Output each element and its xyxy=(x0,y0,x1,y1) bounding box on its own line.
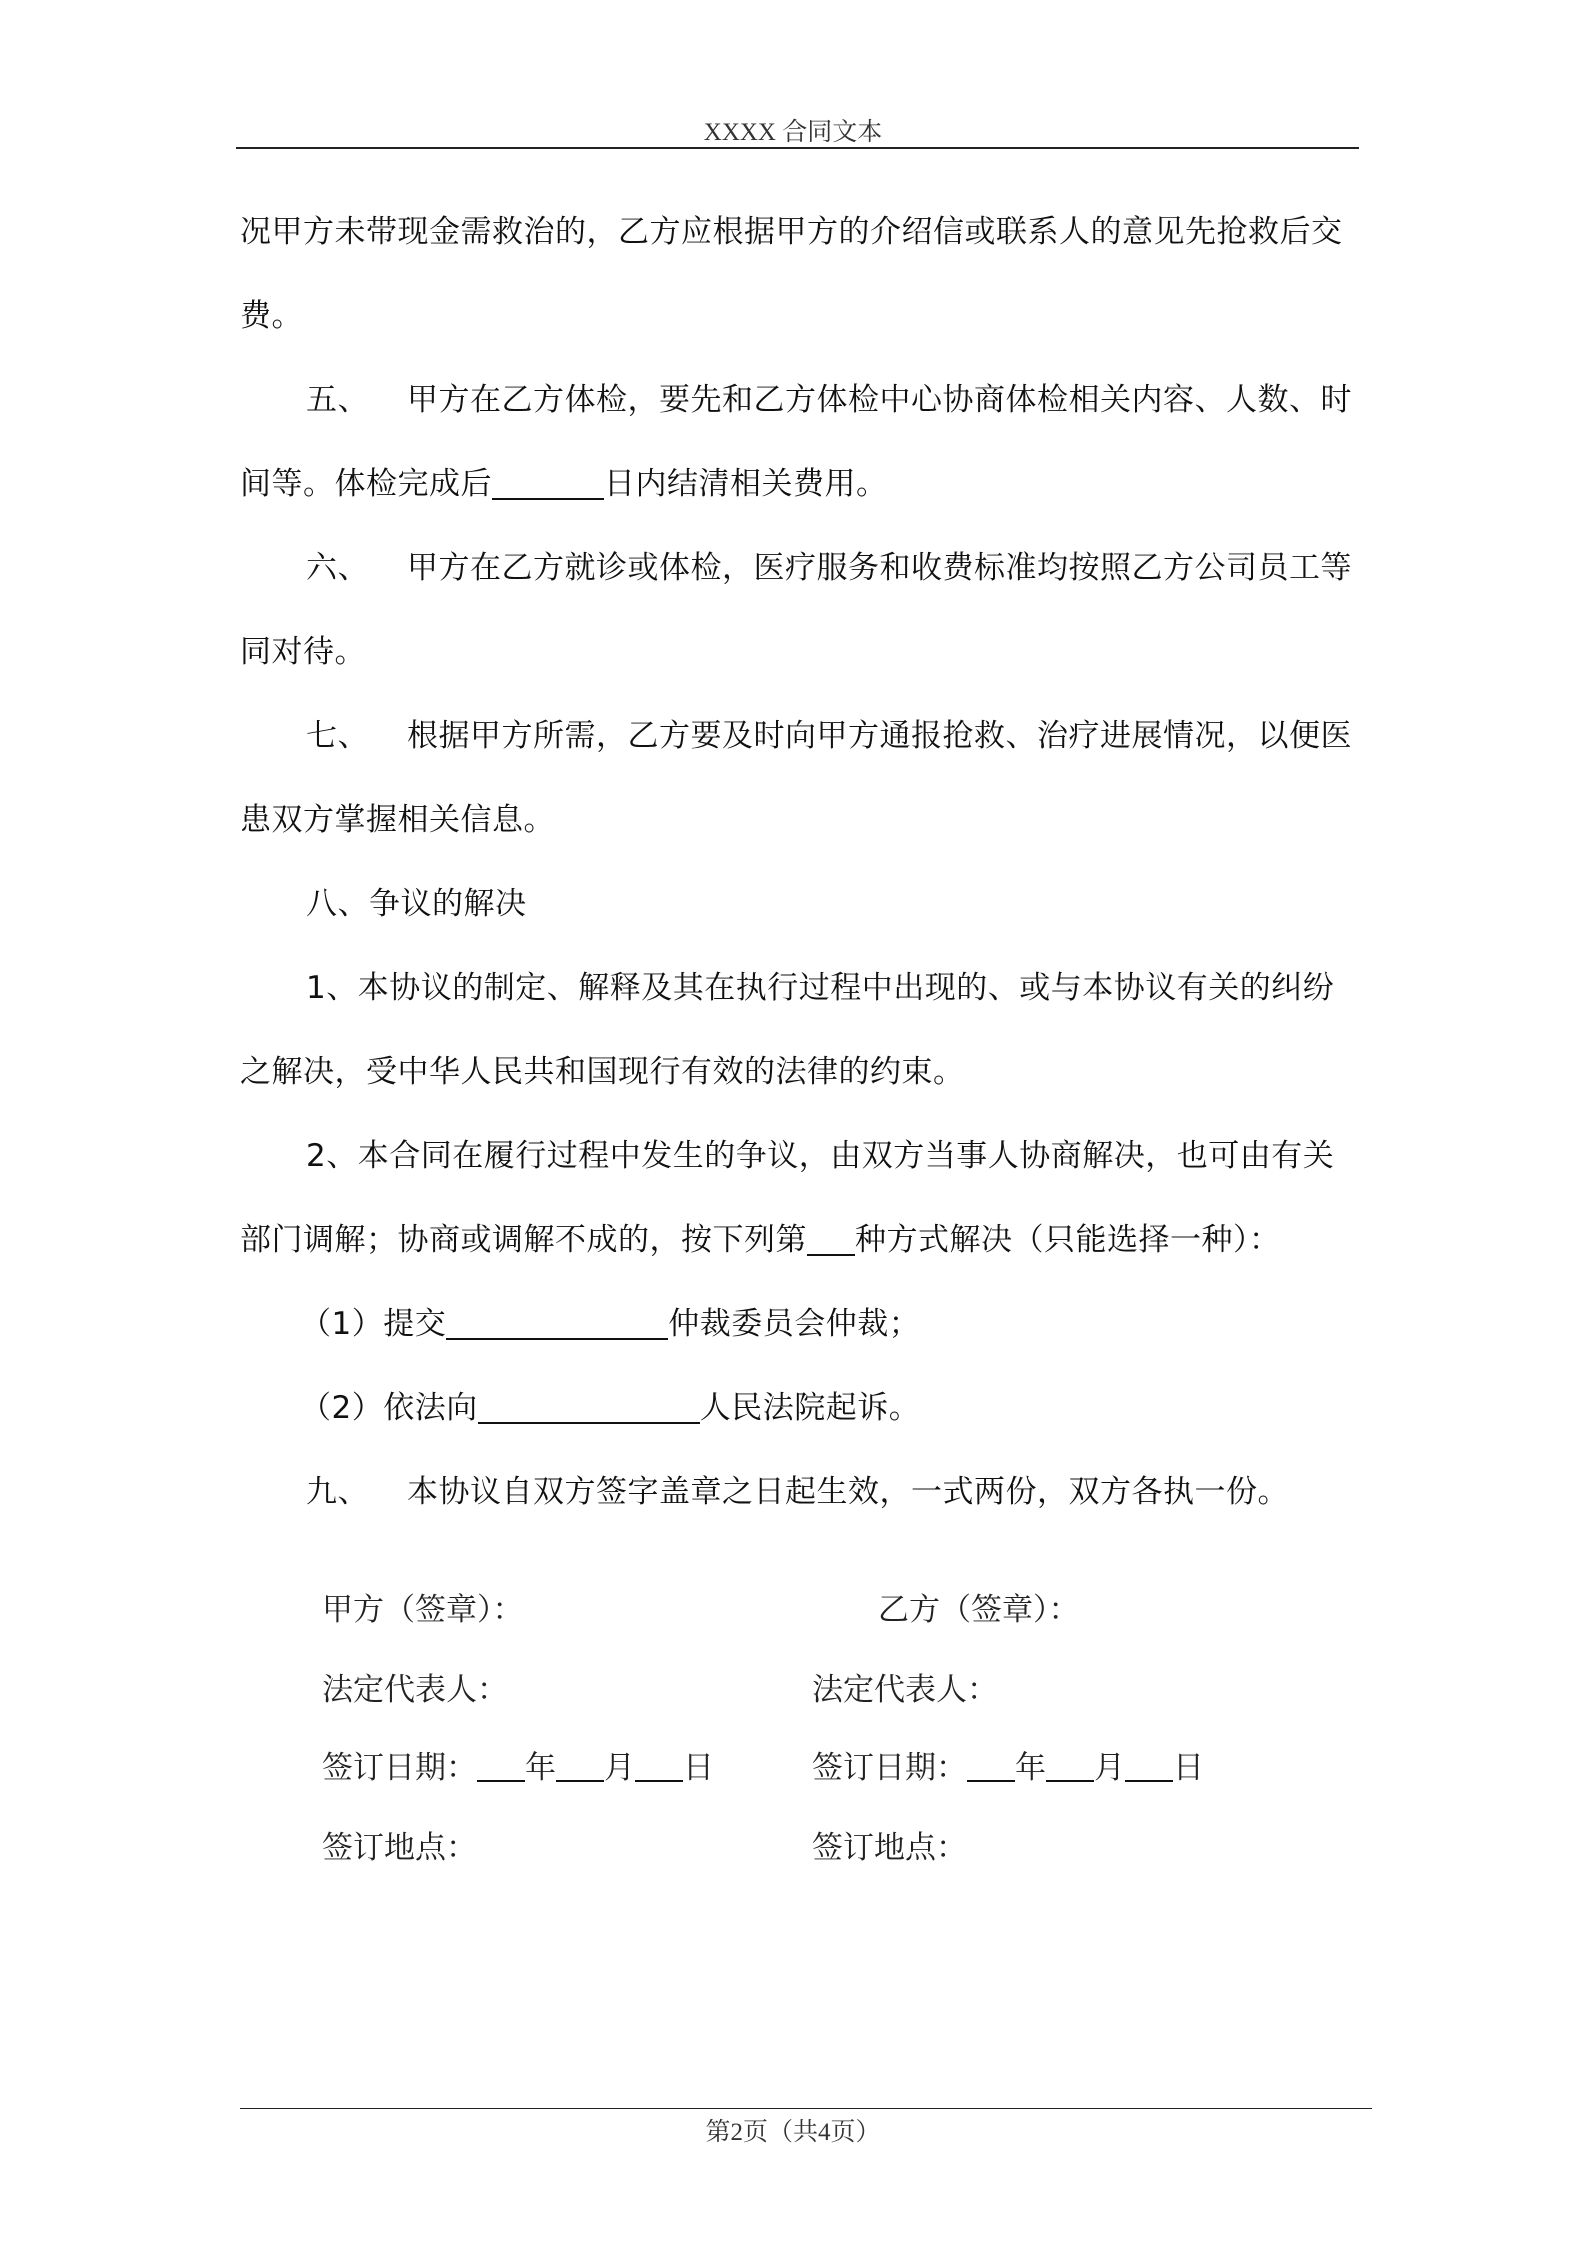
party-a-legal-rep-label: 法定代表人： xyxy=(322,1672,508,1708)
fill-in-blank-arbitration[interactable] xyxy=(446,1337,668,1340)
fill-in-blank-option[interactable] xyxy=(807,1253,855,1256)
option-text: 仲裁委员会仲裁； xyxy=(668,1306,921,1342)
text-line: 2、本合同在履行过程中发生的争议，由双方当事人协商解决，也可由有关 xyxy=(306,1138,1335,1174)
day-blank[interactable] xyxy=(1125,1779,1173,1782)
option-text: 人民法院起诉。 xyxy=(699,1390,921,1426)
fill-in-blank-court[interactable] xyxy=(478,1421,700,1424)
party-b-legal-rep-label: 法定代表人： xyxy=(812,1672,998,1708)
header-divider xyxy=(236,147,1359,149)
date-label: 签订日期： xyxy=(812,1750,967,1786)
clause-five xyxy=(240,358,1358,526)
footer-divider xyxy=(240,2108,1372,2109)
day-blank[interactable] xyxy=(635,1779,683,1782)
year-blank[interactable] xyxy=(967,1779,1015,1782)
text-line: 同对待。 xyxy=(240,634,366,670)
day-label: 日 xyxy=(683,1750,714,1786)
option-one xyxy=(240,1282,1358,1366)
month-label: 月 xyxy=(1094,1750,1125,1786)
clause-text: 本协议自双方签字盖章之日起生效，一式两份，双方各执一份。 xyxy=(407,1474,1289,1510)
party-a-sign-date xyxy=(322,1742,714,1787)
clause-text: 间等。体检完成后 xyxy=(240,466,492,502)
clause-text: 部门调解；协商或调解不成的，按下列第 xyxy=(240,1222,807,1258)
clause-seven xyxy=(240,694,1358,862)
text-line xyxy=(240,442,1358,526)
party-b-seal-label: 乙方（签章）： xyxy=(878,1592,1080,1628)
clause-text: 根据甲方所需，乙方要及时向甲方通报抢救、治疗进展情况，以便医 xyxy=(407,718,1352,754)
clause-number: 六、 xyxy=(306,550,369,586)
text-line xyxy=(240,1282,1358,1366)
option-two xyxy=(240,1366,1358,1450)
party-a-sign-place-label: 签订地点： xyxy=(322,1830,477,1866)
clause-text: 种方式解决（只能选择一种）： xyxy=(855,1222,1281,1258)
text-line: 之解决，受中华人民共和国现行有效的法律的约束。 xyxy=(240,1054,965,1090)
clause-nine xyxy=(240,1450,1358,1534)
clause-eight-heading xyxy=(240,862,1358,946)
text-line: 况甲方未带现金需救治的，乙方应根据甲方的介绍信或联系人的意见先抢救后交 xyxy=(240,214,1343,250)
fill-in-blank-days[interactable] xyxy=(492,497,604,500)
day-label: 日 xyxy=(1173,1750,1204,1786)
year-label: 年 xyxy=(525,1750,556,1786)
clause-text: 日内结清相关费用。 xyxy=(604,466,888,502)
text-line xyxy=(240,694,1358,778)
clause-text: 甲方在乙方就诊或体检，医疗服务和收费标准均按照乙方公司员工等 xyxy=(407,550,1352,586)
clause-number: 九、 xyxy=(306,1474,369,1510)
text-line: 1、本协议的制定、解释及其在执行过程中出现的、或与本协议有关的纠纷 xyxy=(306,970,1335,1006)
clause-text: 甲方在乙方体检，要先和乙方体检中心协商体检相关内容、人数、时 xyxy=(407,382,1352,418)
party-b-sign-place-label: 签订地点： xyxy=(812,1830,967,1866)
clause-number: 七、 xyxy=(306,718,369,754)
text-line: 患双方掌握相关信息。 xyxy=(240,802,555,838)
month-label: 月 xyxy=(604,1750,635,1786)
paragraph-continuation xyxy=(240,190,1358,358)
text-line xyxy=(240,526,1358,610)
section-heading: 八、争议的解决 xyxy=(306,886,527,922)
clause-eight-one xyxy=(240,946,1358,1114)
year-blank[interactable] xyxy=(477,1779,525,1782)
year-label: 年 xyxy=(1015,1750,1046,1786)
clause-eight-two xyxy=(240,1114,1358,1282)
text-line xyxy=(240,358,1358,442)
page-number: 第2页（共4页） xyxy=(705,2119,881,2146)
header-title: XXXX 合同文本 xyxy=(703,119,883,146)
party-a-seal-label: 甲方（签章）： xyxy=(322,1592,524,1628)
date-label: 签订日期： xyxy=(322,1750,477,1786)
text-line xyxy=(240,1366,1358,1450)
text-line xyxy=(240,1198,1358,1282)
option-text: （2）依法向 xyxy=(300,1390,478,1426)
text-line: 费。 xyxy=(240,298,303,334)
clause-six xyxy=(240,526,1358,694)
month-blank[interactable] xyxy=(1046,1779,1094,1782)
text-line xyxy=(240,1450,1358,1534)
option-text: （1）提交 xyxy=(300,1306,447,1342)
party-b-sign-date xyxy=(812,1742,1204,1787)
clause-number: 五、 xyxy=(306,382,369,418)
month-blank[interactable] xyxy=(556,1779,604,1782)
